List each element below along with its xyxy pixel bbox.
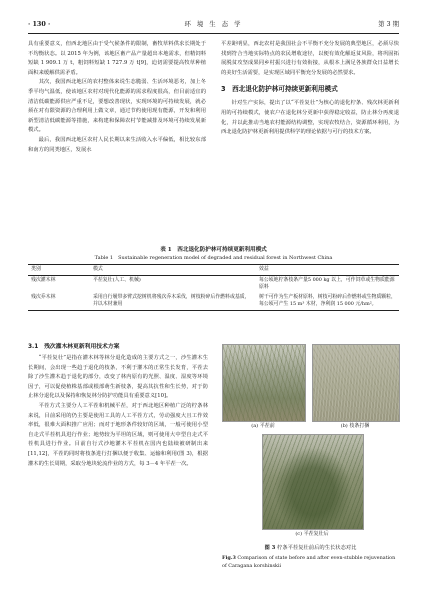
table-row <box>28 275 399 293</box>
figure-caption-en-text: Comparison of state before and after even-stubble rejuvenation of Caragana korshinskii <box>222 555 396 569</box>
photo-after-rejuvenation <box>262 434 364 530</box>
section-heading: 3 西北退化防护林可持续更新利用模式 <box>221 85 338 94</box>
panel-label: (a) 平茬前 <box>251 423 275 429</box>
table-row <box>28 293 399 311</box>
panel-label: (c) 平茬复壮后 <box>295 531 329 537</box>
table-cell: 树干可作为生产板材原料，树枝可粉碎后作燃料或生物质颗粒，每公顷可产生 15 m³ 木材，净利润 15 000 元/hm²。 <box>256 293 399 311</box>
paragraph: 针对生产实际，提出了以“平茬复壮”为核心的退化柠条、残次林更新利用的可持续模式，使农户在退化林分更新中获得稳定收益，防止林分再度退化，并以此推动当地农村能源结构调整，实现农牧结合，资源循环利用，为西北退化防护林更新利用提供科学的理论依据与可行的技术方案。 <box>221 100 399 136</box>
column-header: 类别 <box>28 265 90 276</box>
table-cell: 采用自行履带多臂式挖树机将残次乔木采伐，树枝粉碎后作燃料或基质，并以木材兼用 <box>90 293 256 311</box>
figure-number: 图 3 <box>264 545 276 551</box>
paragraph: 最后，我国西北地区农村人民长期以来生活收入水平偏低，相比较东部和南方的同类地区，发展水 <box>28 136 206 153</box>
table-cell: 每公顷地柠条枝条产量5 000 kg 以上，可作饲草或生物质能源原料 <box>259 276 395 291</box>
journal-title: 环 境 生 态 学 <box>184 20 243 28</box>
figure-caption-text: 柠条平茬复壮前后的生长状态对比 <box>277 545 357 551</box>
figure-number-en: Fig.3 <box>222 555 236 561</box>
running-header <box>28 18 399 30</box>
top-right-column <box>221 40 399 138</box>
figure-caption <box>222 544 399 553</box>
table-cell: 残次乔木林 <box>28 293 90 311</box>
paragraph: 具有重要意义，但西北地区由于受气候条件的限制，畜牧草料供求长期处于不均衡状态。以 2015 年为例，该地区畜产品产量超出本地需求，但精饲料短缺 1 909.1 万 t，粗饲料短缺 1 727.9 万 t[9]，迫切需要提高牧草种植面积来缓解供需矛盾。 <box>28 41 206 76</box>
issue-number: 第 3 期 <box>378 20 399 28</box>
table-caption: 表 1 西北退化防护林可持续更新利用模式 <box>160 247 267 253</box>
header-rule <box>28 33 399 34</box>
paragraph: 平差距明显，西北农村是我国社会不平衡不充分发展的典型地区，必须尽快找到符合当地实际特点的农民增收途径，以便有效化解返贫风险，将巩固拓展脱贫攻坚成果同乡村振兴进行有效衔接，从根本上满足各族群众日益增长的美好生活需要，是实现区域同平衡充分发展的必然要求。 <box>221 41 399 76</box>
page-number: · 130 · <box>28 20 51 28</box>
table-caption-en: Table 1 Sustainable regeneration model of degraded and residual forest in Northwest China <box>94 255 333 261</box>
table-header-row <box>28 265 399 276</box>
paragraph: “平茬复壮”是指在灌木林等林分退化造成的主要方式之一，沙生灌木生长期间，会出现一些趋于退化的枝条，不利于灌木的正常生长发育，平茬去除了沙生灌木趋于退化的部分，改变了林内原有的光照、温度、湿度等环境因子，可以促使植株基部或根部萌生新枝条，提高其抗性和生长势，对于防止林分退化以及保持和恢复林分防护功能具有重要意义[10]。 <box>28 355 208 400</box>
bottom-left-column <box>28 340 208 469</box>
paragraph: 其次，我国西北地区的农村整体来说生态脆弱、生活环境恶劣，加上冬季平均气温低，使该地区农村对现代化能源的需求程度很高，但目前适宜的清洁低碳能源供应严重不足，要想改善现状，实现环境的可持续发展，就必须在对有限资源的合理利用上做文章，通过节约使用现有能源，开发和利用新型清洁低碳能源等措施，来构建和保障农村节能减排及环境可持续发展新模式。 <box>28 79 206 134</box>
column-header: 效益 <box>256 265 399 276</box>
panel-label: (b) 枝条打捆 <box>340 423 370 429</box>
photo-before-stubble <box>222 344 306 422</box>
paragraph: 平茬方式主要分人工平茬和机械平茬，对于西北地区种植广泛的柠条林来说，目前采用的仍主要是使用工具的人工平茬方式，劳动强度大且工作效率低，很难大面积推广应用；而对于地形条件较好的区域，一般可使用小型自走式平茬机具进行作业；地势较为平坦的区域，则可使用大中型自走式平茬机具进行作业。目前自行式沙地灌木平茬机在国内也陆续被研制出来[11,12]，平茬的同时将枝条进行打捆以便于收集、运输和利用(图 3)，根据灌木的生长周期，采取分地块轮流作业的方式，每 3－4 年平茬一次。 <box>28 402 208 467</box>
table-cell: 平茬复壮(人工、机械) <box>93 276 141 283</box>
subsection-heading: 3.1 残次灌木林更新利用技术方案 <box>28 344 120 350</box>
column-header: 模式 <box>90 265 256 276</box>
table-cell: 残次灌木林 <box>31 276 56 283</box>
photo-branch-bundling <box>312 344 400 422</box>
regeneration-table <box>28 264 399 311</box>
top-left-column <box>28 40 206 155</box>
figure-caption-en <box>222 554 399 570</box>
